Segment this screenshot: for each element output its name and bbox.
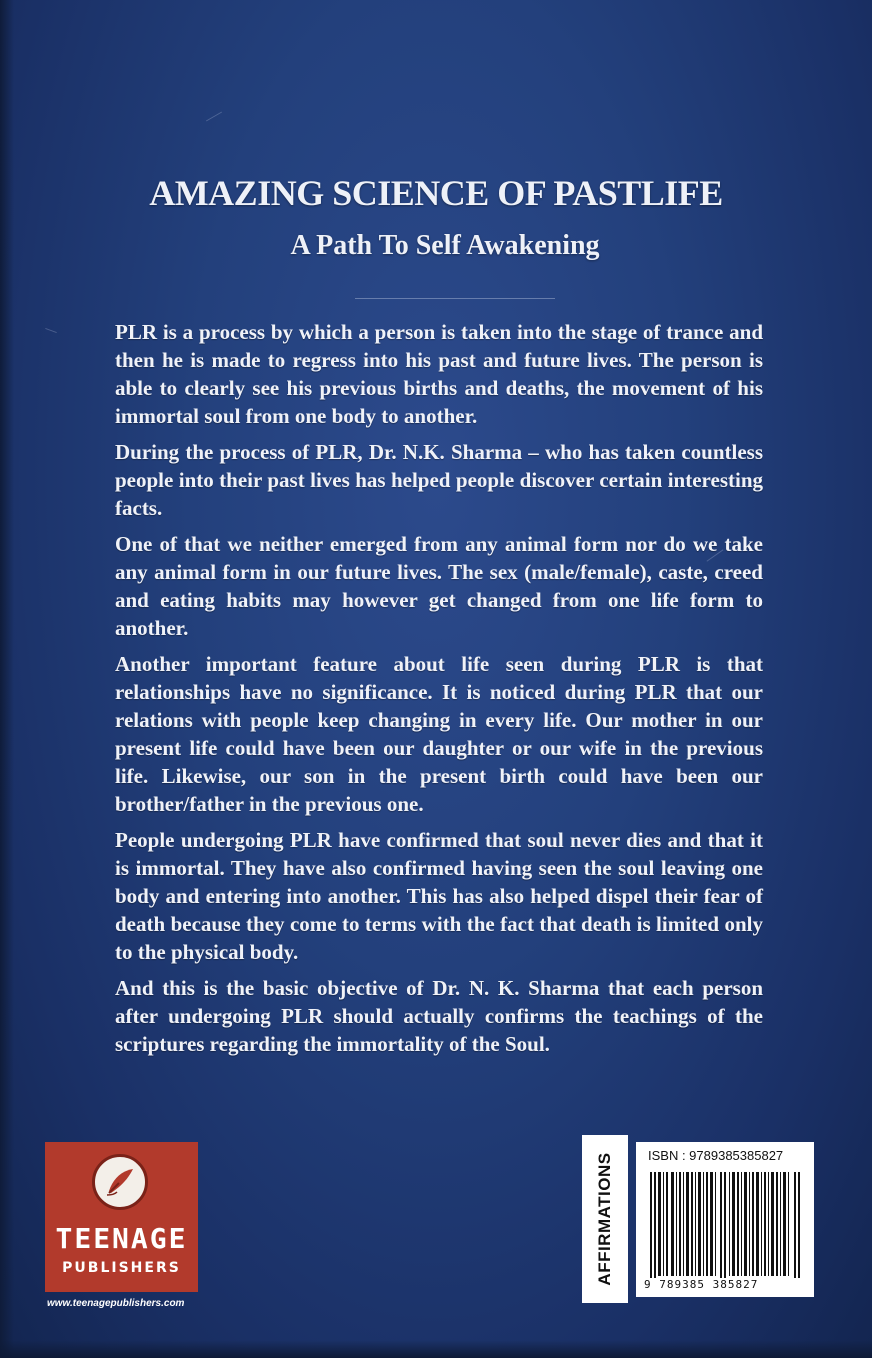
isbn-label: ISBN : 9789385385827: [648, 1148, 784, 1163]
isbn-barcode-box: [636, 1142, 814, 1297]
blurb-paragraph: Another important feature about life seen during PLR is that relationships have no significance. It is noticed during PLR that our relations with people keep changing in every life. Our mother in our present life could have been our daughter or our wife in the previous life. Likewise, our son in the present birth could have been our brother/father in the previous one.: [115, 652, 763, 816]
publisher-logo: [45, 1142, 198, 1292]
publisher-website: www.teenagepublishers.com: [47, 1298, 185, 1309]
blurb-paragraph: People undergoing PLR have confirmed that soul never dies and that it is immortal. They have also confirmed having seen the soul leaving one body and entering into another. This has also helped dispel their fear of death because they come to terms with the fact that death is limited only to the physical body.: [115, 828, 763, 964]
blurb-text: [115, 318, 763, 1066]
blurb-paragraph: One of that we neither emerged from any animal form nor do we take any animal form in our future lives. The sex (male/female), caste, creed and eating habits may however get changed from one life form to another.: [115, 532, 763, 640]
cover-bottom-edge-shadow: [0, 1340, 872, 1358]
blurb-paragraph: And this is the basic objective of Dr. N. K. Sharma that each person after undergoing PLR should actually confirms the teachings of the scriptures regarding the immortality of the Soul.: [115, 976, 763, 1056]
book-title: AMAZING SCIENCE OF PASTLIFE: [149, 173, 723, 213]
quill-icon: [92, 1154, 148, 1210]
category-text: AFFIRMATIONS: [595, 1152, 614, 1286]
publisher-name: TEENAGE: [55, 1222, 188, 1255]
surface-scratch: [45, 328, 57, 333]
blurb-paragraph: During the process of PLR, Dr. N.K. Sharma – who has taken countless people into their past lives has helped people discover certain interesting facts.: [115, 440, 763, 520]
blurb-paragraph: PLR is a process by which a person is taken into the stage of trance and then he is made to regress into his past and future lives. The person is able to clearly see his previous births and deaths, the movement of his immortal soul from one body to another.: [115, 320, 763, 428]
barcode-digits: 9 789385 385827: [644, 1278, 810, 1291]
publisher-sub: PUBLISHERS: [62, 1260, 181, 1276]
title-divider: [355, 298, 555, 299]
surface-scratch: [206, 112, 222, 122]
category-label: [582, 1135, 628, 1303]
barcode: [648, 1172, 804, 1284]
book-subtitle: A Path To Self Awakening: [290, 230, 600, 261]
